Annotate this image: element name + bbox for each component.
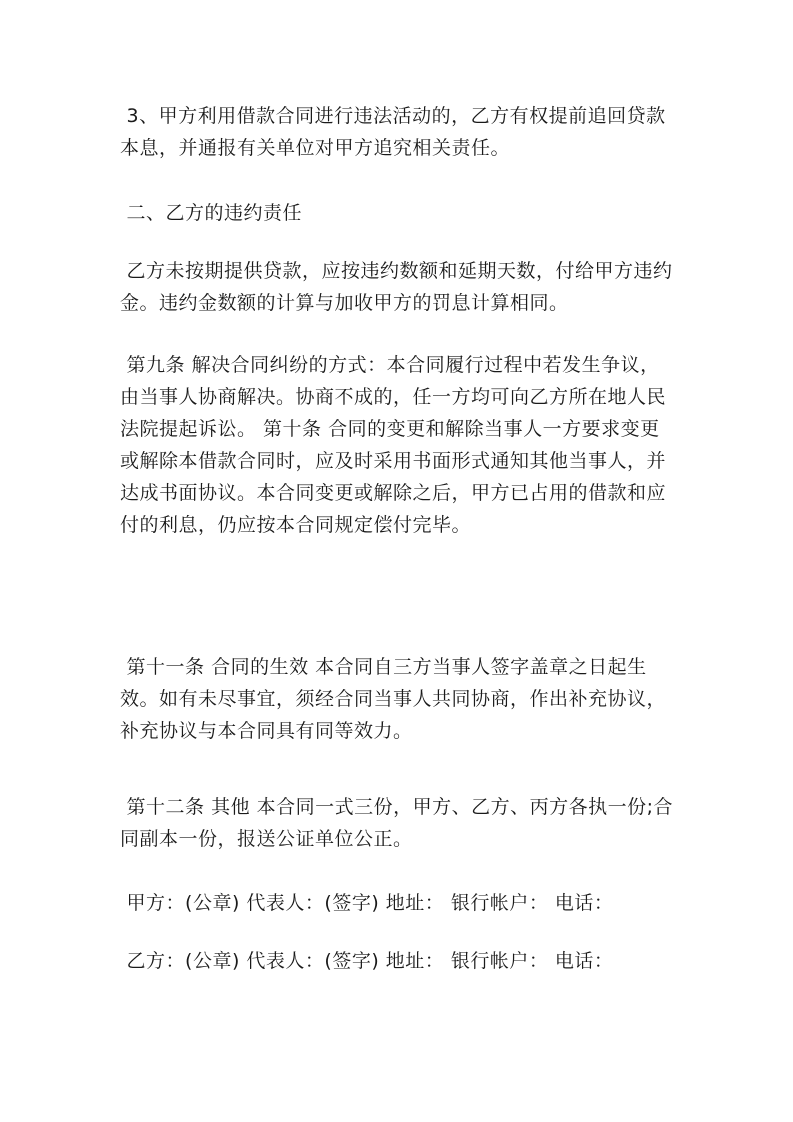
signature-line-party-b: 乙方：(公章) 代表人：(签字) 地址： 银行帐户： 电话： bbox=[120, 950, 614, 972]
paragraph-article-11: 第十一条 合同的生效 本合同自三方当事人签字盖章之日起生效。如有未尽事宜，须经合同当事人共同协商，作出补充协议，补充协议与本合同具有同等效力。 bbox=[120, 656, 667, 742]
paragraph-article-12: 第十二条 其他 本合同一式三份，甲方、乙方、丙方各执一份;合同副本一份，报送公证单位公正。 bbox=[120, 796, 674, 850]
paragraph-party-b-liability: 乙方未按期提供贷款，应按违约数额和延期天数，付给甲方违约金。违约金数额的计算与加收甲方的罚息计算相同。 bbox=[120, 260, 673, 314]
paragraph-clause-3: 3、甲方利用借款合同进行违法活动的，乙方有权提前追回贷款本息，并通报有关单位对甲方追究相关责任。 bbox=[120, 105, 666, 159]
signature-line-party-a: 甲方：(公章) 代表人：(签字) 地址： 银行帐户： 电话： bbox=[120, 892, 614, 914]
paragraph-articles-9-10: 第九条 解决合同纠纷的方式：本合同履行过程中若发生争议，由当事人协商解决。协商不成的，任一方均可向乙方所在地人民法院提起诉讼。 第十条 合同的变更和解除当事人一方要求变更或解除本借款合同时，应及时采用书面形式通知其他当事人，并达成书面协议。本合同变更或解除之后，甲方已占用的借款和应付的利息，仍应按本合同规定偿付完毕。 bbox=[120, 354, 667, 536]
section-heading-party-b-liability: 二、乙方的违约责任 bbox=[120, 202, 303, 224]
